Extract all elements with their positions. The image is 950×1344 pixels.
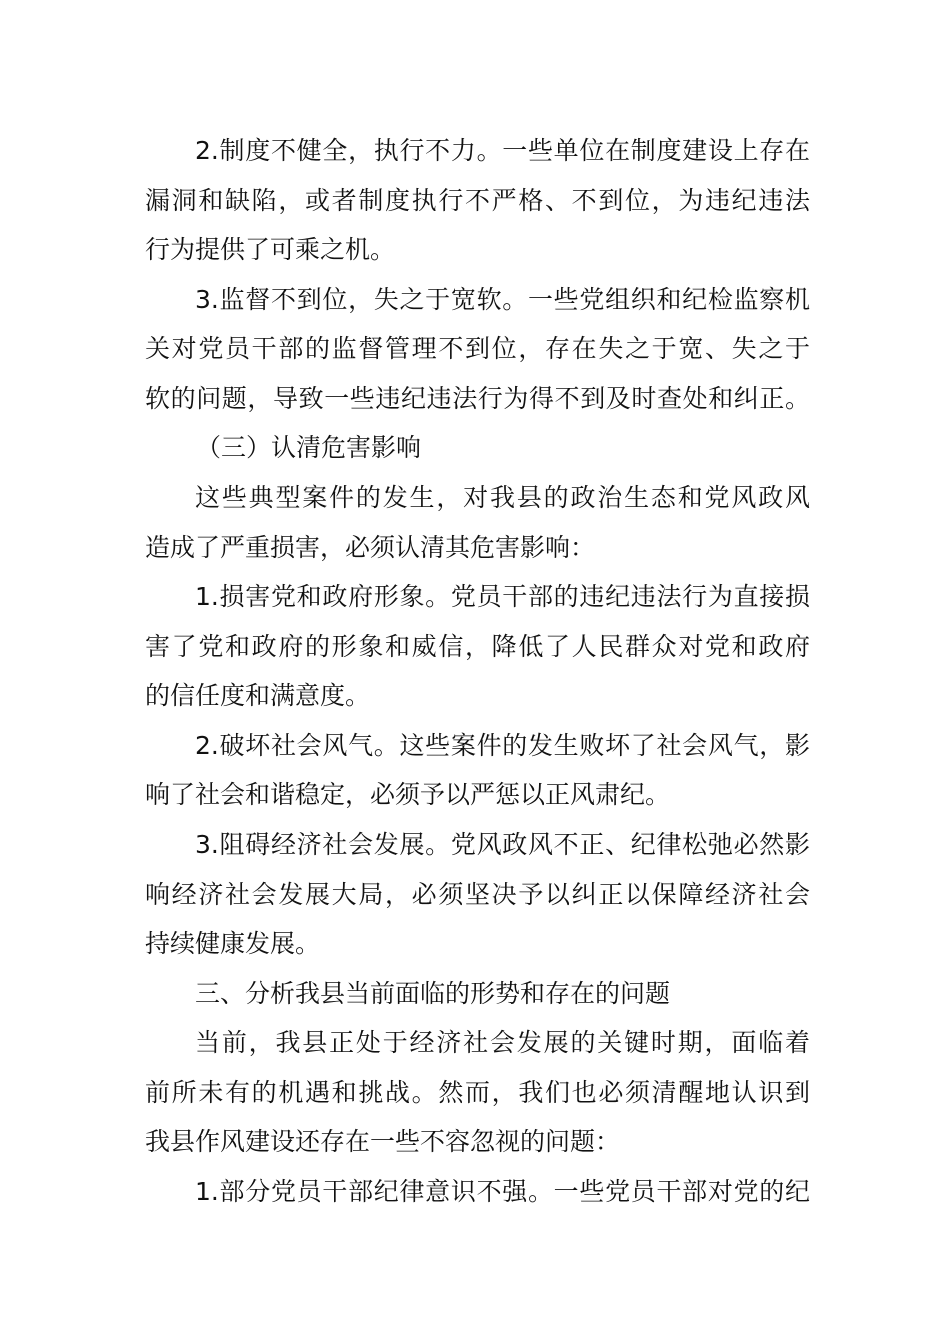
paragraph-line: 当前，我县正处于经济社会发展的关键时期，面临着 [195, 1028, 810, 1057]
paragraph-line: 响了社会和谐稳定，必须予以严惩以正风肃纪。 [145, 780, 671, 809]
paragraph-line: 3.监督不到位，失之于宽软。一些党组织和纪检监察机 [195, 285, 810, 314]
section-subheading: （三）认清危害影响 [196, 433, 422, 462]
paragraph-line: 软的问题，导致一些违纪违法行为得不到及时查处和纠正。 [145, 384, 810, 413]
paragraph-line: 1.损害党和政府形象。党员干部的违纪违法行为直接损 [195, 582, 810, 611]
paragraph-line: 2.破坏社会风气。这些案件的发生败坏了社会风气，影 [195, 731, 810, 760]
paragraph-line: 3.阻碍经济社会发展。党风政风不正、纪律松弛必然影 [195, 830, 810, 859]
paragraph-line: 2.制度不健全，执行不力。一些单位在制度建设上存在 [195, 136, 810, 165]
paragraph-line: 响经济社会发展大局，必须坚决予以纠正以保障经济社会 [145, 880, 810, 909]
paragraph-line: 前所未有的机遇和挑战。然而，我们也必须清醒地认识到 [145, 1078, 810, 1107]
paragraph-line: 我县作风建设还存在一些不容忽视的问题： [145, 1127, 621, 1156]
paragraph-line: 漏洞和缺陷，或者制度执行不严格、不到位，为违纪违法 [145, 186, 810, 215]
paragraph-line: 行为提供了可乘之机。 [145, 235, 396, 264]
paragraph-line: 持续健康发展。 [145, 929, 321, 958]
paragraph-line: 这些典型案件的发生，对我县的政治生态和党风政风 [195, 483, 810, 512]
paragraph-line: 关对党员干部的监督管理不到位，存在失之于宽、失之于 [145, 334, 810, 363]
paragraph-line: 1.部分党员干部纪律意识不强。一些党员干部对党的纪 [195, 1177, 810, 1206]
paragraph-line: 害了党和政府的形象和威信，降低了人民群众对党和政府 [145, 632, 810, 661]
paragraph-line: 的信任度和满意度。 [145, 681, 371, 710]
paragraph-line: 造成了严重损害，必须认清其危害影响： [145, 533, 596, 562]
section-heading: 三、分析我县当前面临的形势和存在的问题 [195, 979, 671, 1008]
